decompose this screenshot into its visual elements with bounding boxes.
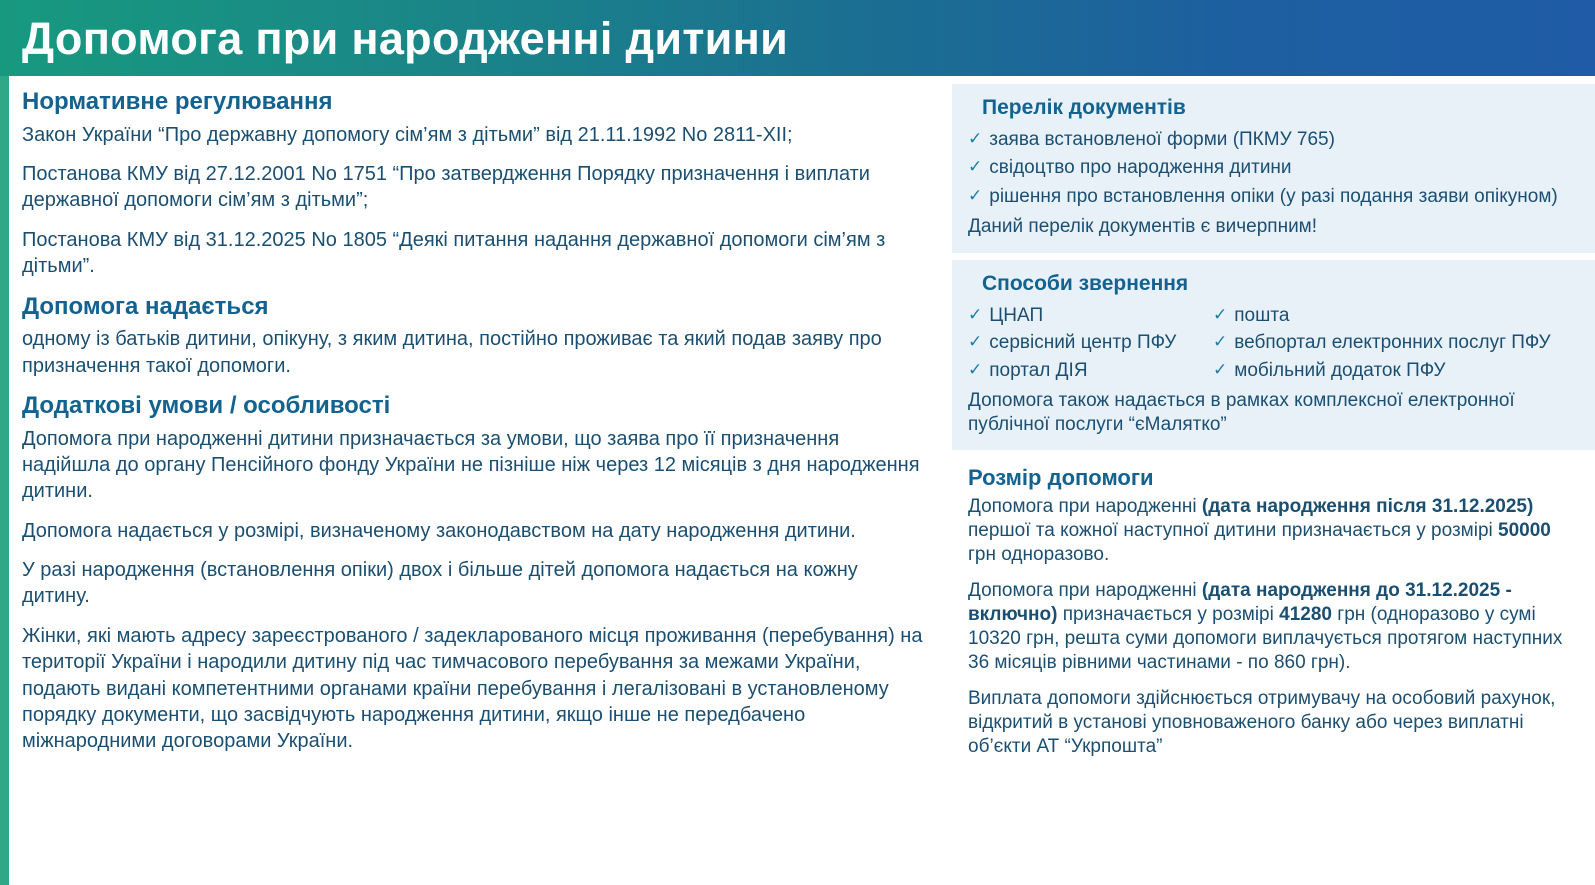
channel-item — [1213, 331, 1579, 355]
conditions-paragraph: Допомога надається у розмірі, визначеному законодавством на дату народження дитини. — [22, 519, 856, 542]
recipients-paragraph: одному із батьків дитини, опікуну, з яким дитина, постійно проживає та який подав заяву про призначення такої допомоги. — [22, 328, 882, 377]
channel-item — [968, 359, 1205, 383]
regulation-paragraph: Постанова КМУ від 31.12.2025 No 1805 “Деякі питання надання державної допомоги сім’ям з дітьми”. — [22, 228, 886, 278]
channels-note: Допомога також надається в рамках комплексної електронної публічної послуги “єМалятко” — [968, 389, 1515, 435]
channel-item — [968, 331, 1205, 355]
channel-label: пошта — [1234, 304, 1290, 326]
conditions-paragraph: Жінки, які мають адресу зареєстрованого / задекларованого місця проживання (перебування) на території України і народили дитину під час тимчасового перебування за межами України, подають видані компетентними органами країни перебування і легалізовані в установленому порядку документи, що засвідчують народження дитини, якщо інше не передбачено міжнародними договорами України. — [22, 624, 923, 753]
left-column — [0, 76, 952, 768]
check-icon: ✓ — [968, 304, 983, 324]
amount-panel — [952, 457, 1595, 784]
channel-label: мобільний додаток ПФУ — [1234, 360, 1446, 382]
regulation-paragraph: Закон України “Про державну допомогу сім’ям з дітьми” від 21.11.1992 No 2811-XII; — [22, 123, 793, 146]
channel-label: портал ДІЯ — [989, 360, 1088, 382]
list-item-label: рішення про встановлення опіки (у разі подання заяви опікуном) — [989, 185, 1558, 207]
channel-item — [1213, 304, 1579, 328]
channel-item — [968, 304, 1205, 328]
conditions-paragraph: Допомога при народженні дитини призначається за умови, що заява про її призначення надійшла до органу Пенсійного фонду України не пізніше ніж через 12 місяців з дня народження дитини. — [22, 427, 920, 503]
channel-label: сервісний центр ПФУ — [989, 332, 1177, 354]
channel-label: ЦНАП — [989, 304, 1044, 326]
channel-item — [1213, 359, 1579, 383]
documents-list — [968, 128, 1579, 209]
list-item — [968, 128, 1579, 152]
page-title: Допомога при народженні дитини — [22, 12, 789, 64]
amount-title: Розмір допомоги — [968, 465, 1154, 491]
channel-label: вебпортал електронних послуг ПФУ — [1234, 332, 1551, 354]
check-icon: ✓ — [968, 332, 983, 352]
conditions-paragraph: У разі народження (встановлення опіки) двох і більше дітей допомога надається на кожну дитину. — [22, 559, 858, 608]
list-item — [968, 156, 1579, 180]
section-title-recipients: Допомога надається — [22, 292, 269, 320]
left-accent-bar — [0, 76, 9, 885]
check-icon: ✓ — [968, 185, 983, 205]
check-icon: ✓ — [968, 157, 983, 177]
page-header — [0, 0, 1595, 76]
channels-panel — [952, 260, 1595, 451]
check-icon: ✓ — [1213, 304, 1228, 324]
list-item-label: заява встановленої форми (ПКМУ 765) — [989, 129, 1335, 150]
regulation-paragraph: Постанова КМУ від 27.12.2001 No 1751 “Про затвердження Порядку призначення і виплати державної допомоги сім’ям з дітьми”; — [22, 162, 870, 212]
list-item-label: свідоцтво про народження дитини — [989, 157, 1292, 179]
documents-panel — [952, 84, 1595, 253]
amount-paragraph-1: Допомога при народженні (дата народження після 31.12.2025) першої та кожної наступної дитини призначається у розмірі 50000 грн одноразово. — [968, 496, 1551, 566]
section-title-conditions: Додаткові умови / особливості — [22, 391, 391, 419]
documents-title: Перелік документів — [982, 96, 1186, 119]
right-column — [952, 76, 1595, 792]
channels-title: Способи звернення — [982, 271, 1189, 295]
check-icon: ✓ — [968, 360, 983, 380]
amount-paragraph-3: Виплата допомоги здійснюється отримувачу на особовий рахунок, відкритий в установі уповноваженого банку або через виплатні об’єкти АТ “Укрпошта” — [968, 688, 1556, 757]
channels-grid — [968, 304, 1579, 383]
check-icon: ✓ — [968, 129, 983, 148]
amount-paragraph-2: Допомога при народженні (дата народження до 31.12.2025 - включно) призначається у розмірі 41280 грн (одноразово у сумі 10320 грн, решта суми допомоги виплачується протягом наступних 36 місяців рівними частинами - по 860 грн). — [968, 580, 1563, 674]
documents-note: Даний перелік документів є вичерпним! — [968, 215, 1318, 237]
check-icon: ✓ — [1213, 332, 1228, 352]
check-icon: ✓ — [1213, 360, 1228, 380]
section-title-regulation: Нормативне регулювання — [22, 88, 333, 115]
list-item — [968, 185, 1579, 209]
page-body — [0, 76, 1595, 885]
